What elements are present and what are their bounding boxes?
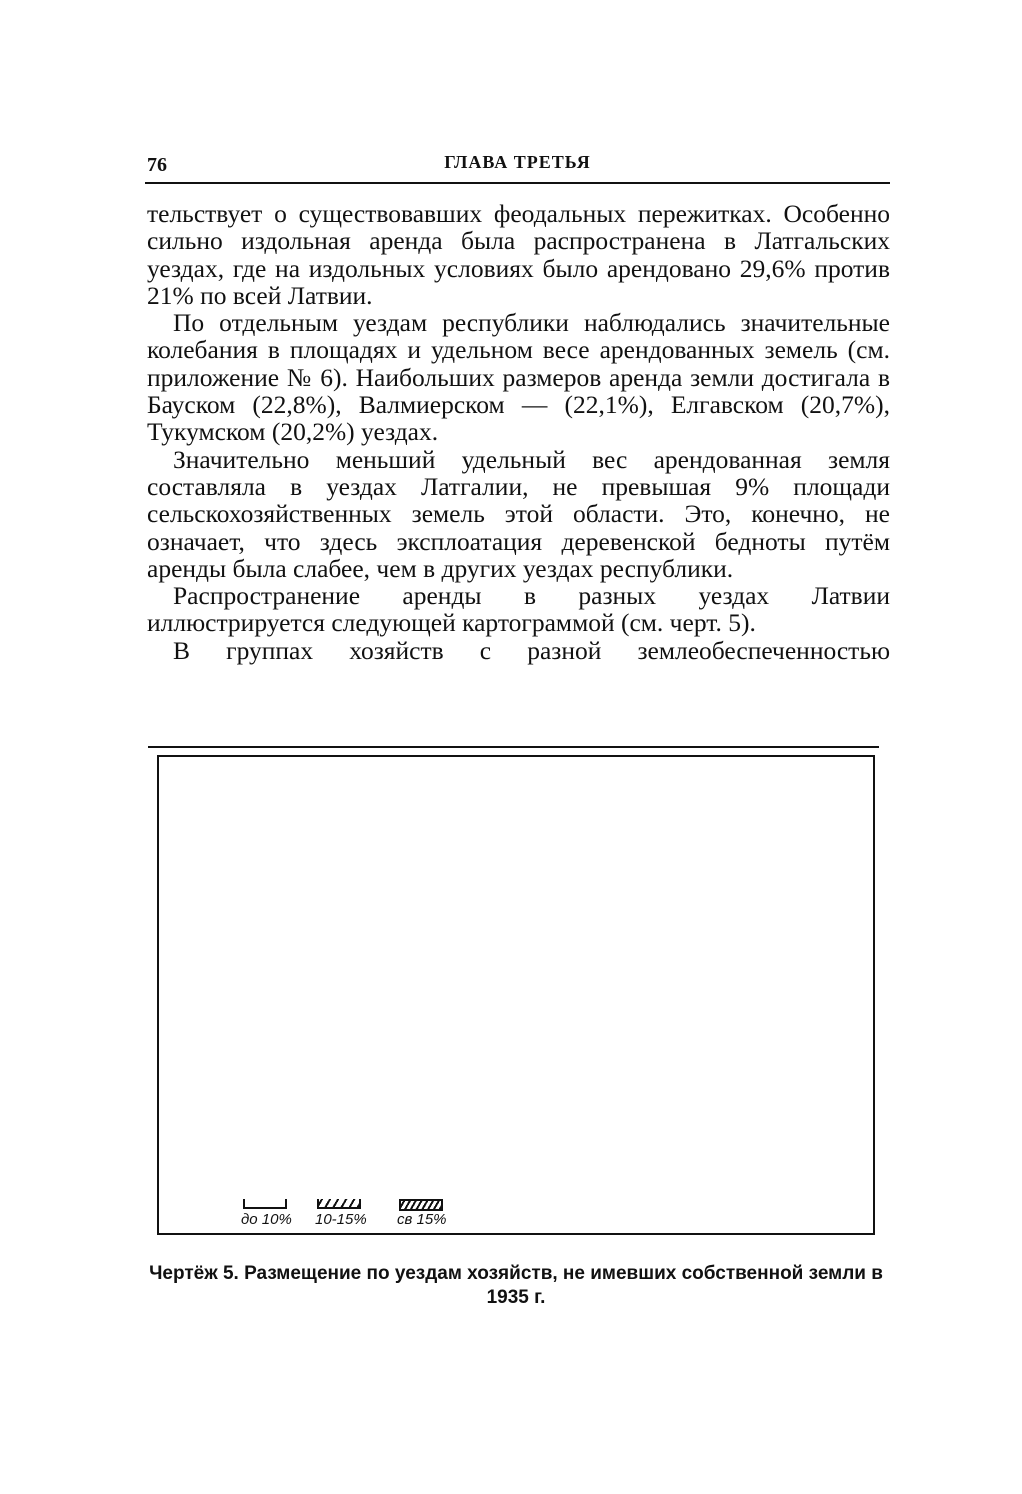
paragraph-4: Распространение аренды в разных уездах Латвии иллюстрируется следующей картограммой (см. черт. 5). [147, 581, 890, 638]
empty-swatch-icon [243, 1199, 287, 1209]
paragraph-1: тельствует о существовавших феодальных пережитках. Особенно сильно издольная аренда была распространена в Латгальских уездах, где на издольных условиях было арендовано 29,6% против 21% по всей Латвии. [147, 199, 890, 310]
figure-top-rule [148, 746, 879, 748]
legend-label: до 10% [241, 1211, 292, 1228]
cartogram-frame [157, 755, 875, 1235]
legend-item-10-15 [313, 1195, 373, 1229]
body-text [147, 200, 890, 664]
dense-hatched-swatch-icon [399, 1199, 443, 1211]
hatched-swatch-icon [317, 1199, 361, 1209]
paragraph-3: Значительно меньший удельный вес арендованная земля составляла в уездах Латгалии, не превышая 9% площади сельскохозяйственных земель этой области. Это, конечно, не означает, что здесь эксплоатация деревенской бедноты путём аренды была слабее, чем в других уездах республики. [147, 444, 890, 583]
chapter-title: ГЛАВА ТРЕТЬЯ [444, 152, 591, 172]
figure-caption: Чертёж 5. Размещение по уездам хозяйств, не имевших собственной земли в 1935 г. [149, 1263, 883, 1308]
legend [239, 1195, 479, 1229]
running-head [145, 150, 890, 184]
paragraph-2: По отдельным уездам республики наблюдались значительные колебания в площадях и удельном весе арендованных земель (см. приложение № 6). Наибольших размеров аренда земли достигала в Бауском (22,8%), Валмиерском — (22,1%), Елгавском (20,7%), Тукумском (20,2%) уездах. [147, 308, 890, 447]
legend-item-under-10 [239, 1195, 299, 1229]
paragraph-5: В группах хозяйств с разной землеобеспеченностью [173, 635, 890, 665]
page-number: 76 [147, 154, 167, 176]
legend-label: св 15% [397, 1211, 447, 1228]
legend-item-over-15 [395, 1195, 455, 1229]
legend-label: 10-15% [315, 1211, 367, 1228]
